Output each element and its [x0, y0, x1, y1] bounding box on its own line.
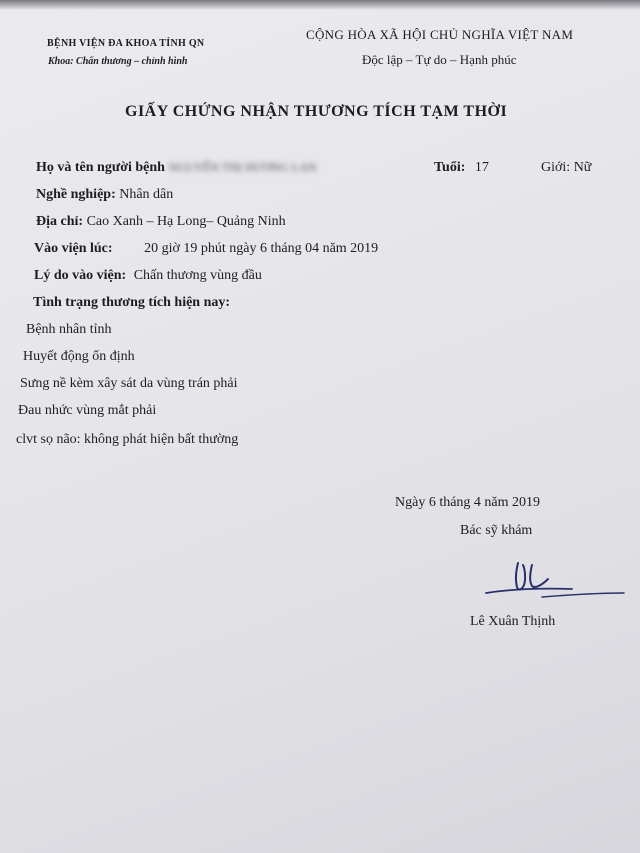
age-label: Tuổi:	[434, 160, 466, 175]
address-value: Cao Xanh – Hạ Long– Quảng Ninh	[86, 214, 286, 229]
signing-date: Ngày 6 tháng 4 năm 2019	[395, 495, 541, 510]
gender-row	[541, 160, 591, 176]
page-edge-shadow	[0, 0, 640, 10]
doctor-signature	[482, 555, 627, 605]
department-name: Khoa: Chấn thương – chỉnh hình	[48, 56, 188, 67]
occupation-label: Nghề nghiệp:	[36, 187, 116, 202]
condition-item: Bệnh nhân tỉnh	[26, 322, 112, 337]
condition-heading: Tình trạng thương tích hiện nay:	[33, 295, 231, 310]
condition-item: Đau nhức vùng mắt phải	[18, 403, 157, 418]
nation-heading: CỘNG HÒA XÃ HỘI CHỦ NGHĨA VIỆT NAM	[306, 27, 574, 42]
reason-value: Chấn thương vùng đầu	[133, 268, 262, 283]
national-motto: Độc lập – Tự do – Hạnh phúc	[362, 52, 517, 67]
address-row	[36, 214, 286, 230]
age-row	[434, 160, 489, 176]
admission-label: Vào viện lúc:	[34, 241, 113, 256]
document-title: GIẤY CHỨNG NHẬN THƯƠNG TÍCH TẠM THỜI	[125, 103, 508, 120]
patient-name-value-blurred: NGUYỄN THỊ HƯƠNG LAN	[168, 160, 317, 175]
gender-label: Giới:	[541, 160, 571, 175]
condition-item: Huyết động ổn định	[23, 349, 135, 364]
doctor-role: Bác sỹ khám	[460, 523, 533, 538]
condition-item: Sưng nề kèm xây sát da vùng trán phải	[20, 376, 238, 391]
reason-row	[34, 268, 262, 284]
doctor-name: Lê Xuân Thịnh	[470, 614, 556, 629]
occupation-row	[36, 187, 173, 203]
admission-row	[34, 241, 378, 257]
patient-name-label: Họ và tên người bệnh	[36, 160, 165, 175]
admission-value: 20 giờ 19 phút ngày 6 tháng 04 năm 2019	[144, 241, 379, 256]
reason-label: Lý do vào viện:	[34, 268, 127, 283]
condition-item: clvt sọ não: không phát hiện bất thường	[16, 432, 239, 447]
address-label: Địa chỉ:	[36, 214, 84, 229]
occupation-value: Nhân dân	[119, 187, 174, 202]
patient-name-row	[36, 160, 317, 176]
hospital-name: BỆNH VIỆN ĐA KHOA TỈNH QN	[47, 38, 205, 49]
gender-value: Nữ	[573, 160, 592, 175]
age-value: 17	[474, 160, 489, 175]
